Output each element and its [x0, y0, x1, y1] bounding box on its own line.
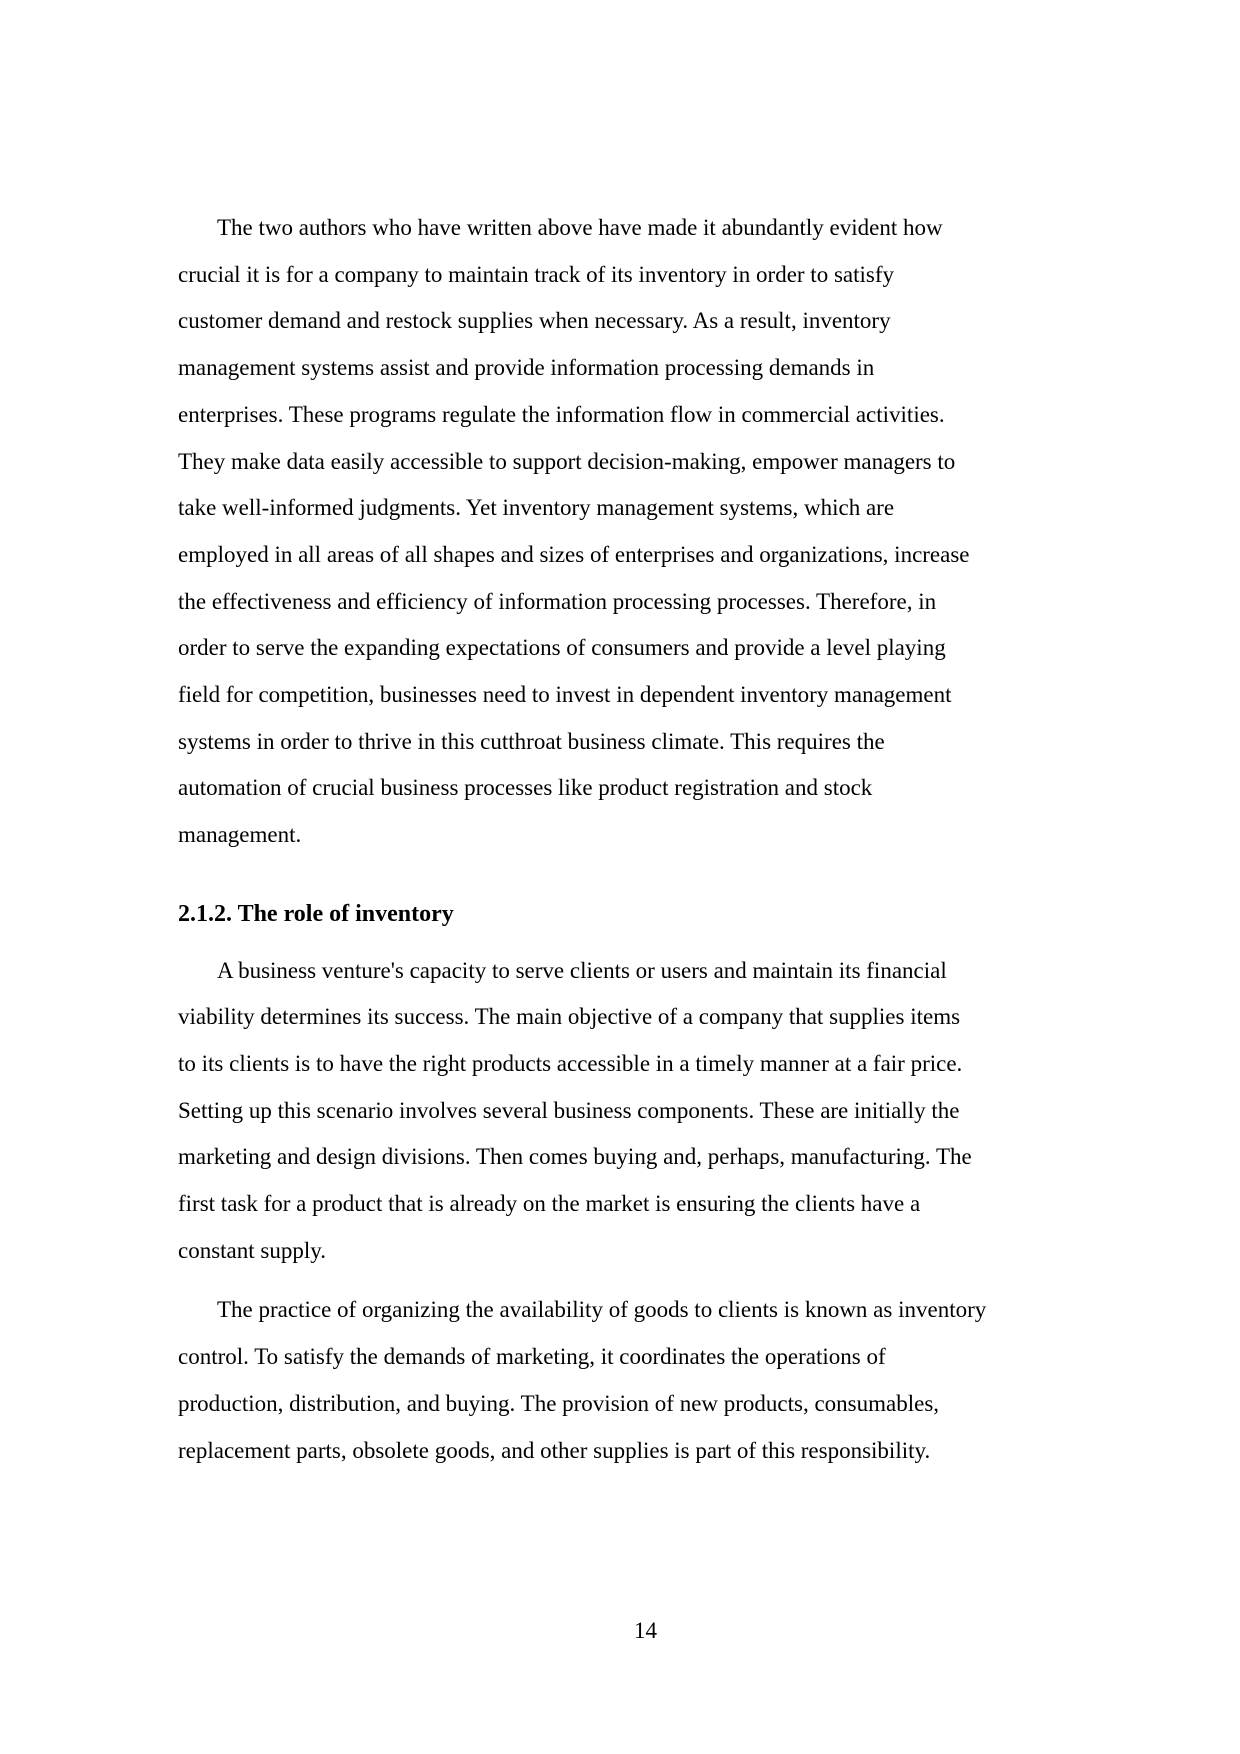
page-content — [178, 205, 1113, 1474]
text-line: replacement parts, obsolete goods, and other supplies is part of this responsibility. — [178, 1437, 931, 1463]
paragraph — [178, 205, 1113, 859]
text-line: order to serve the expanding expectations of consumers and provide a level playing — [178, 635, 946, 661]
text-line: control. To satisfy the demands of marketing, it coordinates the operations of — [178, 1344, 886, 1370]
text-line: take well-informed judgments. Yet inventory management systems, which are — [178, 495, 895, 521]
text-line: management systems assist and provide information processing demands in — [178, 355, 875, 381]
text-line: Setting up this scenario involves several business components. These are initially the — [178, 1097, 960, 1123]
text-line: the effectiveness and efficiency of information processing processes. Therefore, in — [178, 588, 937, 614]
page-footer — [178, 1608, 1113, 1655]
text-line: The practice of organizing the availability of goods to clients is known as inventory — [217, 1297, 987, 1323]
paragraph — [178, 948, 1113, 1275]
text-line: crucial it is for a company to maintain track of its inventory in order to satisfy — [178, 261, 894, 287]
text-line: systems in order to thrive in this cutthroat business climate. This requires the — [178, 728, 885, 754]
text-line: They make data easily accessible to support decision-making, empower managers to — [178, 448, 956, 474]
text-line: first task for a product that is already on the market is ensuring the clients have a — [178, 1191, 921, 1217]
paragraph — [178, 1287, 1113, 1474]
text-line: production, distribution, and buying. The provision of new products, consumables, — [178, 1390, 940, 1416]
text-line: enterprises. These programs regulate the information flow in commercial activities. — [178, 401, 945, 427]
text-line: constant supply. — [178, 1237, 326, 1263]
text-line: field for competition, businesses need to invest in dependent inventory management — [178, 682, 952, 708]
text-line: viability determines its success. The main objective of a company that supplies items — [178, 1004, 961, 1030]
text-line: management. — [178, 822, 302, 848]
text-line: to its clients is to have the right products accessible in a timely manner at a fair price. — [178, 1050, 963, 1076]
page-number: 14 — [634, 1618, 657, 1643]
section-heading: 2.1.2. The role of inventory — [178, 900, 454, 927]
text-line: customer demand and restock supplies when necessary. As a result, inventory — [178, 308, 891, 334]
text-line: employed in all areas of all shapes and sizes of enterprises and organizations, increase — [178, 541, 970, 567]
text-line: A business venture's capacity to serve clients or users and maintain its financial — [217, 957, 947, 983]
text-line: The two authors who have written above have made it abundantly evident how — [217, 215, 943, 240]
text-line: automation of crucial business processes like product registration and stock — [178, 775, 873, 801]
text-line: marketing and design divisions. Then comes buying and, perhaps, manufacturing. The — [178, 1144, 972, 1170]
